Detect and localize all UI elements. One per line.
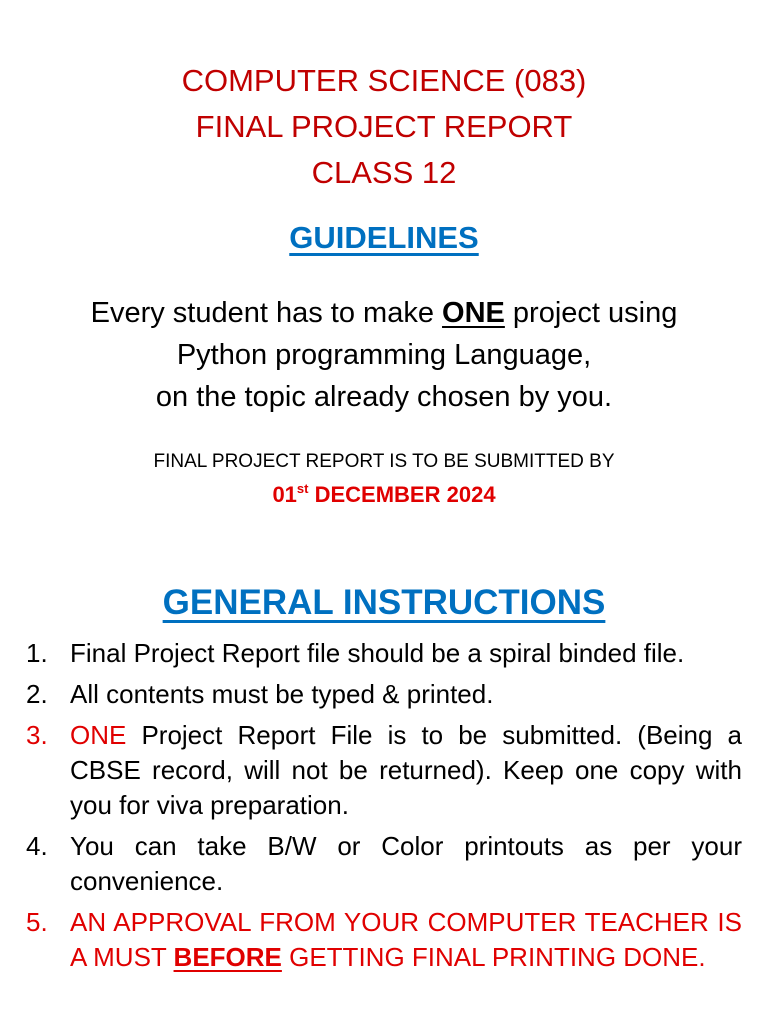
instruction-item: 1. Final Project Report file should be a spiral binded file.	[26, 638, 685, 668]
title-line-subject: COMPUTER SCIENCE (083)	[181, 63, 587, 98]
guidelines-emphasis-one: ONE	[442, 297, 505, 329]
guidelines-line-3: on the topic already chosen by you.	[155, 381, 613, 413]
submission-deadline: 01st DECEMBER 2024	[272, 481, 496, 507]
general-instructions-heading: GENERAL INSTRUCTIONS	[162, 583, 606, 622]
title-line-class: CLASS 12	[311, 155, 457, 190]
instruction-emphasis-one: ONE	[70, 720, 127, 750]
instruction-emphasis-before: BEFORE	[173, 942, 282, 972]
instructions-list	[22, 636, 742, 981]
guidelines-text	[0, 292, 768, 418]
instruction-item: 3. ONE Project Report File is to be submitted. (Being a CBSE record, will not be returned). Keep one copy with you for viva preparation.	[26, 720, 742, 820]
document-title	[0, 58, 768, 196]
instruction-item-approval: 5. AN APPROVAL FROM YOUR COMPUTER TEACHER IS A MUST BEFORE GETTING FINAL PRINTING DONE.	[26, 907, 742, 972]
guidelines-line-2: Python programming Language,	[176, 339, 592, 371]
guidelines-heading: GUIDELINES	[289, 220, 479, 255]
title-line-report: FINAL PROJECT REPORT	[195, 109, 573, 144]
instruction-item: 2. All contents must be typed & printed.	[26, 679, 494, 709]
guidelines-line-1: Every student has to make ONE project using	[90, 297, 678, 329]
submission-note: FINAL PROJECT REPORT IS TO BE SUBMITTED BY	[153, 451, 615, 472]
instruction-item: 4. You can take B/W or Color printouts as per your convenience.	[26, 831, 742, 896]
